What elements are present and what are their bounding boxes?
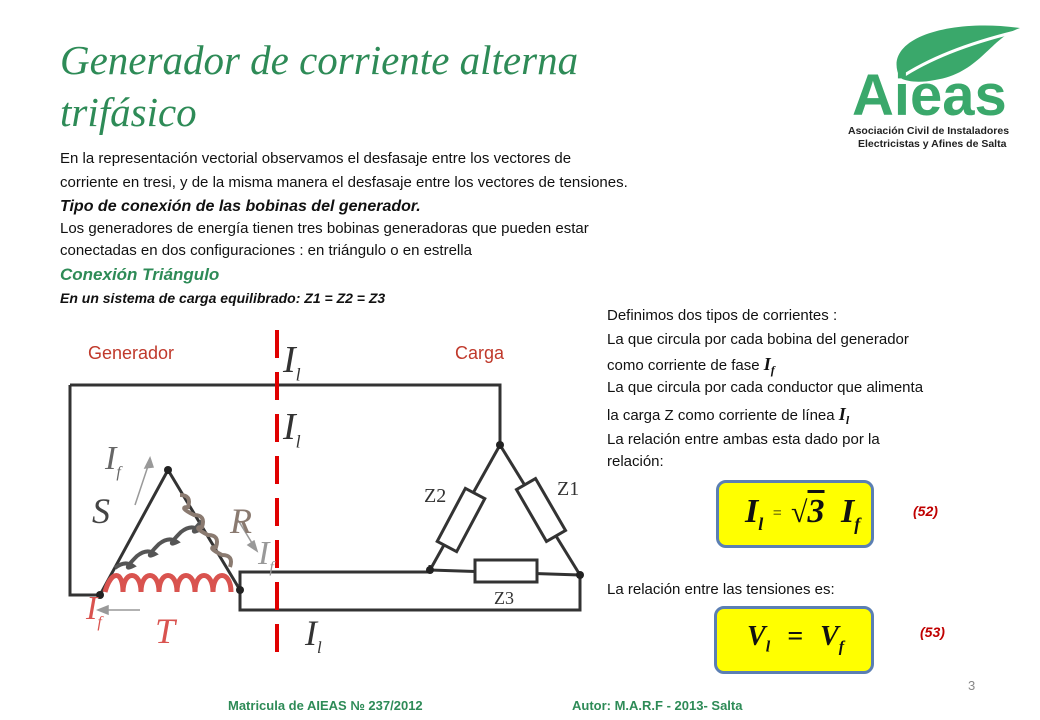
footer-matricula: Matricula de AIEAS № 237/2012 xyxy=(228,698,423,713)
z2-label: Z2 xyxy=(424,485,447,507)
coil-r-label: R xyxy=(230,501,252,541)
logo-subtitle-1: Asociación Civil de Instaladores xyxy=(848,125,1010,137)
def-line-2: La que circula por cada bobina del generador xyxy=(607,331,909,348)
page-title: Generador de corriente alterna trifásico xyxy=(60,37,579,135)
logo-name: Aieas xyxy=(852,63,1007,128)
load-label: Carga xyxy=(455,343,505,363)
z3-impedance xyxy=(475,560,537,582)
balanced-note: En un sistema de carga equilibrado: Z1 = Z2 = Z3 xyxy=(60,290,386,306)
def-line-1: Definimos dos tipos de corrientes : xyxy=(607,307,838,324)
intro-line-3: Los generadores de energía tienen tres bobinas generadoras que pueden estar xyxy=(60,220,589,237)
intro-line-4: conectadas en dos configuraciones : en triángulo o en estrella xyxy=(60,242,472,259)
if-label-r: $I_f$ xyxy=(258,535,274,576)
equation-ref-53: (53) xyxy=(920,624,945,640)
page-number: 3 xyxy=(968,678,976,693)
generator-label: Generador xyxy=(88,343,175,363)
equation-ref-52: (52) xyxy=(913,503,938,519)
aieas-logo xyxy=(840,18,1030,158)
coil-t xyxy=(105,576,231,593)
il-label-bottom: $I_l$ xyxy=(305,613,322,658)
sqrt-icon: √ xyxy=(791,496,808,529)
def-line-4: La que circula por cada conductor que alimenta xyxy=(607,379,924,396)
logo-subtitle-2: Electricistas y Afines de Salta xyxy=(858,138,1007,150)
if-label-t: $I_f$ xyxy=(86,590,102,631)
coil-s-label: S xyxy=(92,491,110,531)
z3-label: Z3 xyxy=(494,588,514,608)
def-line-6: La relación entre ambas esta dado por la xyxy=(607,431,880,448)
formula-current-relation: $I_l = √3$ $I_f$ xyxy=(716,480,874,548)
voltage-relation-text: La relación entre las tensiones es: xyxy=(607,581,835,598)
section-heading: Conexión Triángulo xyxy=(60,265,220,284)
delta-circuit-diagram xyxy=(60,320,600,690)
il-label-mid: $I_l$ xyxy=(283,406,301,452)
if-label-s: $I_f$ xyxy=(105,440,121,481)
formula-voltage-relation: $V_l = V_f$ xyxy=(714,606,874,674)
def-line-3: como corriente de fase $I_f$ xyxy=(607,354,775,377)
z1-label: Z1 xyxy=(557,478,580,500)
def-line-7: relación: xyxy=(607,453,664,470)
subheading: Tipo de conexión de las bobinas del generador. xyxy=(60,198,421,215)
il-label-top: $I_l$ xyxy=(283,339,301,385)
footer-author: Autor: M.A.R.F - 2013- Salta xyxy=(572,698,743,713)
intro-line-1: En la representación vectorial observamos el desfasaje entre los vectores de xyxy=(60,150,572,167)
coil-t-label: T xyxy=(155,611,176,651)
def-line-5: la carga Z como corriente de línea $I_l$ xyxy=(607,404,850,427)
intro-line-2: corriente en tresi, y de la misma manera el desfasaje entre los vectores de tensiones. xyxy=(60,174,628,191)
